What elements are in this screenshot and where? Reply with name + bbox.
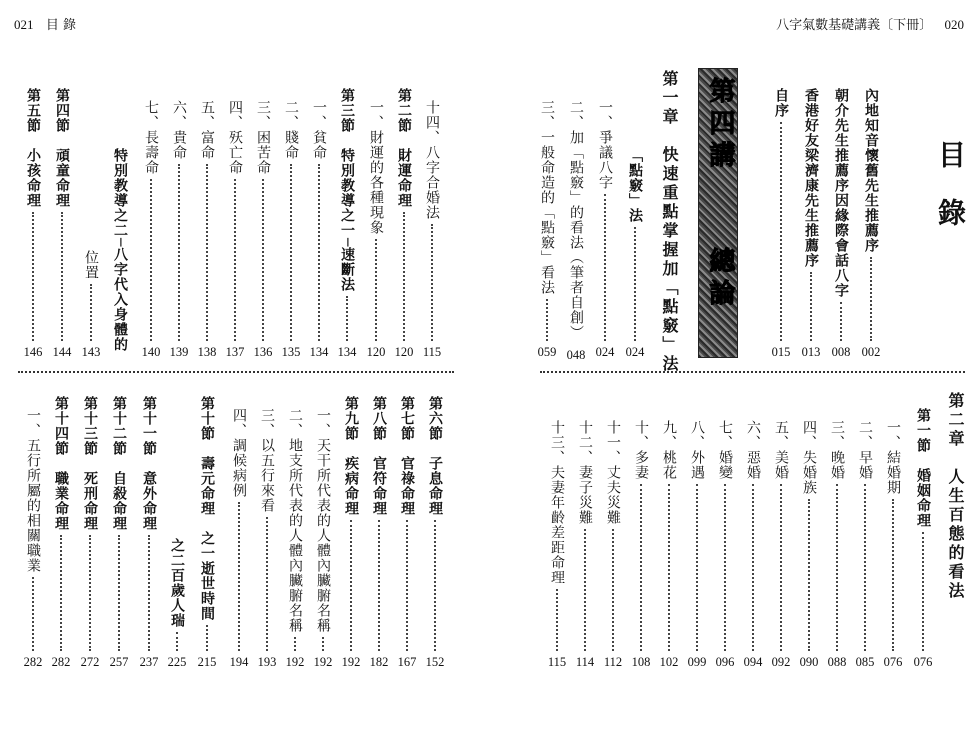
entry-title: 第八節 官符命理	[371, 396, 387, 516]
entry-page-number: 090	[799, 655, 819, 669]
toc-entry	[882, 420, 904, 670]
toc-entry	[393, 88, 415, 360]
entry-page-number: 140	[141, 345, 161, 359]
toc-entry	[108, 396, 130, 670]
entry-page-number: 102	[659, 655, 679, 669]
toc-entry	[565, 100, 587, 360]
dot-leader	[892, 499, 894, 651]
entry-page-number: 257	[109, 655, 129, 669]
entry-page-number: 088	[827, 655, 847, 669]
entry-page-number: 167	[397, 655, 417, 669]
dot-leader	[176, 632, 178, 651]
entry-page-number: 182	[369, 655, 389, 669]
dot-leader	[546, 299, 548, 341]
entry-page-number: 225	[167, 655, 187, 669]
toc-entry	[166, 538, 188, 670]
dot-leader	[604, 194, 606, 341]
toc-entry	[396, 396, 418, 670]
dot-leader	[434, 520, 436, 651]
toc-entry	[224, 100, 246, 360]
dot-leader	[780, 122, 782, 341]
toc-entry	[368, 396, 390, 670]
dot-leader	[266, 517, 268, 651]
entry-title: 之二百歲人瑞	[169, 538, 185, 628]
left-header-title: 目 錄	[45, 18, 77, 33]
toc-entry	[602, 420, 624, 670]
entry-title: 一、五行所屬的相關職業	[25, 408, 41, 573]
toc-entry	[196, 100, 218, 360]
toc-entry	[365, 100, 387, 360]
left-page-header	[14, 14, 76, 33]
toc-entry	[252, 100, 274, 360]
dot-leader	[634, 227, 636, 341]
dot-leader	[752, 484, 754, 651]
right-header-title: 八字氣數基礎講義〔下冊〕	[776, 18, 933, 33]
dot-leader	[556, 589, 558, 651]
toc-entry	[630, 420, 652, 670]
entry-title: 一、爭議八字	[597, 100, 613, 190]
entry-title: 特別教導之二─八字代入身體的	[112, 148, 128, 353]
entry-title: 三、困苦命	[255, 100, 271, 175]
entry-page-number: 193	[257, 655, 277, 669]
entry-page-number: 143	[81, 345, 101, 359]
entry-page-number: 152	[425, 655, 445, 669]
entry-title: 三、一般命造的「點竅」看法	[539, 100, 555, 295]
entry-title: 二、早婚	[857, 420, 873, 480]
entry-page-number: 002	[861, 345, 881, 359]
dot-leader	[178, 164, 180, 341]
toc-entry	[421, 100, 443, 360]
entry-title: 十四、八字合婚法	[424, 100, 440, 220]
toc-entry	[51, 88, 73, 360]
dot-leader	[346, 296, 348, 341]
entry-page-number: 192	[313, 655, 333, 669]
toc-entry	[536, 100, 558, 360]
entry-page-number: 194	[229, 655, 249, 669]
entry-title: 五、富命	[199, 100, 215, 160]
entry-page-number: 120	[366, 345, 386, 359]
toc-entry	[830, 88, 852, 360]
toc-entry	[770, 420, 792, 670]
entry-title: 一、貧命	[311, 100, 327, 160]
dot-leader	[322, 637, 324, 651]
toc-entry	[594, 100, 616, 360]
toc-entry	[546, 420, 568, 670]
dot-leader	[808, 499, 810, 651]
dot-leader	[378, 520, 380, 651]
toc-entry	[826, 420, 848, 670]
dot-leader	[836, 484, 838, 651]
toc-entry	[860, 88, 882, 360]
dot-leader	[406, 520, 408, 651]
toc-entry	[109, 148, 131, 360]
part-banner-line1: 第四講	[705, 77, 735, 173]
dot-leader	[724, 484, 726, 651]
entry-page-number: 138	[197, 345, 217, 359]
dot-leader	[262, 179, 264, 341]
dot-leader	[118, 535, 120, 651]
entry-title: 五、美婚	[773, 420, 789, 480]
entry-title: 自序	[773, 88, 789, 118]
dot-leader	[640, 484, 642, 651]
toc-entry	[50, 396, 72, 670]
entry-title: 四、失婚族	[801, 420, 817, 495]
toc-entry	[854, 420, 876, 670]
entry-title: 二、地支所代表的人體內臟腑名稱	[287, 408, 303, 633]
dot-leader	[61, 212, 63, 341]
toc-entry	[22, 88, 44, 360]
toc-entry	[686, 420, 708, 670]
dot-leader	[870, 257, 872, 341]
entry-title: 十、多妻	[633, 420, 649, 480]
entry-page-number: 192	[285, 655, 305, 669]
entry-page-number: 094	[743, 655, 763, 669]
entry-page-number: 134	[309, 345, 329, 359]
part-banner	[698, 68, 738, 358]
dot-leader	[290, 164, 292, 341]
toc-entry	[340, 396, 362, 670]
entry-title: 三、以五行來看	[259, 408, 275, 513]
toc-entry	[742, 420, 764, 670]
dot-leader	[431, 224, 433, 341]
chapter-one-title: 第一章 快速重點掌握加「點竅」法	[660, 70, 679, 374]
toc-entry	[424, 396, 446, 670]
entry-page-number: 135	[281, 345, 301, 359]
dot-leader	[60, 535, 62, 651]
entry-page-number: 136	[253, 345, 273, 359]
entry-page-number: 008	[831, 345, 851, 359]
dot-leader	[32, 577, 34, 651]
entry-title: 七、婚變	[717, 420, 733, 480]
entry-title: 香港好友梁濟康先生推薦序	[803, 88, 819, 268]
entry-title: 一、天干所代表的人體內臟腑名稱	[315, 408, 331, 633]
entry-page-number: 144	[52, 345, 72, 359]
entry-title: 第一節 婚姻命理	[915, 408, 931, 528]
entry-title: 二、賤命	[283, 100, 299, 160]
dot-leader	[206, 164, 208, 341]
entry-page-number: 120	[394, 345, 414, 359]
entry-title: 朝介先生推薦序因緣際會話八字	[833, 88, 849, 298]
dot-leader	[318, 164, 320, 341]
entry-page-number: 115	[422, 345, 442, 359]
entry-title: 第十二節 自殺命理	[111, 396, 127, 531]
entry-title: 四、殀亡命	[227, 100, 243, 175]
toc-entry	[912, 408, 934, 670]
entry-title: 二、加「點竅」的看法（筆者自創）	[568, 100, 584, 340]
dot-leader	[294, 637, 296, 651]
entry-title: 「點竅」法	[627, 148, 643, 223]
contents-title: 目 錄	[934, 140, 967, 236]
entry-page-number: 282	[51, 655, 71, 669]
entry-title: 第五節 小孩命理	[25, 88, 41, 208]
entry-title: 十一、丈夫災難	[605, 420, 621, 525]
toc-entry	[280, 100, 302, 360]
entry-page-number: 272	[80, 655, 100, 669]
entry-page-number: 112	[603, 655, 623, 669]
entry-title: 內地知音懷舊先生推薦序	[863, 88, 879, 253]
entry-title: 一、財運的各種現象	[368, 100, 384, 235]
dot-leader	[375, 239, 377, 341]
entry-title: 第六節 子息命理	[427, 396, 443, 516]
entry-page-number: 024	[595, 345, 615, 359]
entry-title: 八、外遇	[689, 420, 705, 480]
entry-title: 第十節 壽元命理 之一逝世時間	[199, 396, 215, 621]
entry-title: 第十三節 死刑命理	[82, 396, 98, 531]
entry-title: 六、惡婚	[745, 420, 761, 480]
dot-leader	[612, 529, 614, 651]
entry-page-number: 115	[547, 655, 567, 669]
entry-title: 第十一節 意外命理	[141, 396, 157, 531]
toc-entry	[168, 100, 190, 360]
entry-title: 第三節 特別教導之一─速斷法	[339, 88, 355, 293]
dot-leader	[238, 502, 240, 651]
toc-entry	[800, 88, 822, 360]
entry-title: 第十四節 職業命理	[53, 396, 69, 531]
right-page-header	[776, 14, 964, 33]
entry-page-number: 134	[337, 345, 357, 359]
dot-leader	[89, 535, 91, 651]
entry-page-number: 085	[855, 655, 875, 669]
entry-title: 四、調候病例	[231, 408, 247, 498]
entry-page-number: 282	[23, 655, 43, 669]
entry-title: 第四節 頑童命理	[54, 88, 70, 208]
dot-leader	[864, 484, 866, 651]
entry-page-number: 015	[771, 345, 791, 359]
toc-entry	[770, 88, 792, 360]
entry-title: 三、晚婚	[829, 420, 845, 480]
entry-page-number: 237	[139, 655, 159, 669]
dot-leader	[584, 529, 586, 651]
entry-page-number: 048	[566, 348, 586, 362]
dot-leader	[350, 520, 352, 651]
entry-title: 十三、夫妻年齡差距命理	[549, 420, 565, 585]
right-page-number: 020	[944, 17, 964, 32]
left-divider	[18, 371, 454, 373]
left-page-number: 021	[14, 17, 34, 32]
entry-page-number: 114	[575, 655, 595, 669]
dot-leader	[840, 302, 842, 341]
entry-title: 十二、妻子災難	[577, 420, 593, 525]
chapter-two-title: 第二章 人生百態的看法	[946, 392, 965, 601]
toc-entry	[574, 420, 596, 670]
dot-leader	[206, 625, 208, 651]
toc-entry	[284, 408, 306, 670]
entry-page-number: 146	[23, 345, 43, 359]
toc-entry	[228, 408, 250, 670]
dot-leader	[780, 484, 782, 651]
entry-title: 第九節 疾病命理	[343, 396, 359, 516]
toc-entry	[798, 420, 820, 670]
entry-page-number: 192	[341, 655, 361, 669]
entry-page-number: 076	[883, 655, 903, 669]
toc-entry	[312, 408, 334, 670]
entry-title: 一、結婚期	[885, 420, 901, 495]
entry-title: 九、桃花	[661, 420, 677, 480]
toc-entry	[624, 148, 646, 360]
toc-entry	[196, 396, 218, 670]
entry-page-number: 076	[913, 655, 933, 669]
entry-page-number: 139	[169, 345, 189, 359]
toc-entry	[256, 408, 278, 670]
dot-leader	[90, 284, 92, 341]
dot-leader	[810, 272, 812, 341]
toc-entry	[22, 408, 44, 670]
entry-title: 第七節 官祿命理	[399, 396, 415, 516]
dot-leader	[668, 484, 670, 651]
toc-entry	[308, 100, 330, 360]
entry-title: 七、長壽命	[143, 100, 159, 175]
entry-page-number: 013	[801, 345, 821, 359]
dot-leader	[150, 179, 152, 341]
toc-entry	[336, 88, 358, 360]
entry-title: 第二節 財運命理	[396, 88, 412, 208]
entry-page-number: 059	[537, 345, 557, 359]
part-banner-line2: 總論	[705, 247, 735, 311]
dot-leader	[148, 535, 150, 651]
entry-page-number: 092	[771, 655, 791, 669]
toc-entry	[80, 250, 102, 360]
entry-page-number: 099	[687, 655, 707, 669]
toc-entry	[714, 420, 736, 670]
dot-leader	[234, 179, 236, 341]
toc-entry	[138, 396, 160, 670]
entry-page-number: 096	[715, 655, 735, 669]
toc-entry	[658, 420, 680, 670]
entry-page-number: 137	[225, 345, 245, 359]
toc-entry	[79, 396, 101, 670]
dot-leader	[696, 484, 698, 651]
entry-title: 六、貴命	[171, 100, 187, 160]
entry-page-number: 024	[625, 345, 645, 359]
dot-leader	[32, 212, 34, 341]
entry-page-number: 108	[631, 655, 651, 669]
dot-leader	[922, 532, 924, 651]
right-divider	[540, 371, 965, 373]
entry-page-number: 215	[197, 655, 217, 669]
entry-title: 位置	[83, 250, 99, 280]
dot-leader	[403, 212, 405, 341]
toc-entry	[140, 100, 162, 360]
